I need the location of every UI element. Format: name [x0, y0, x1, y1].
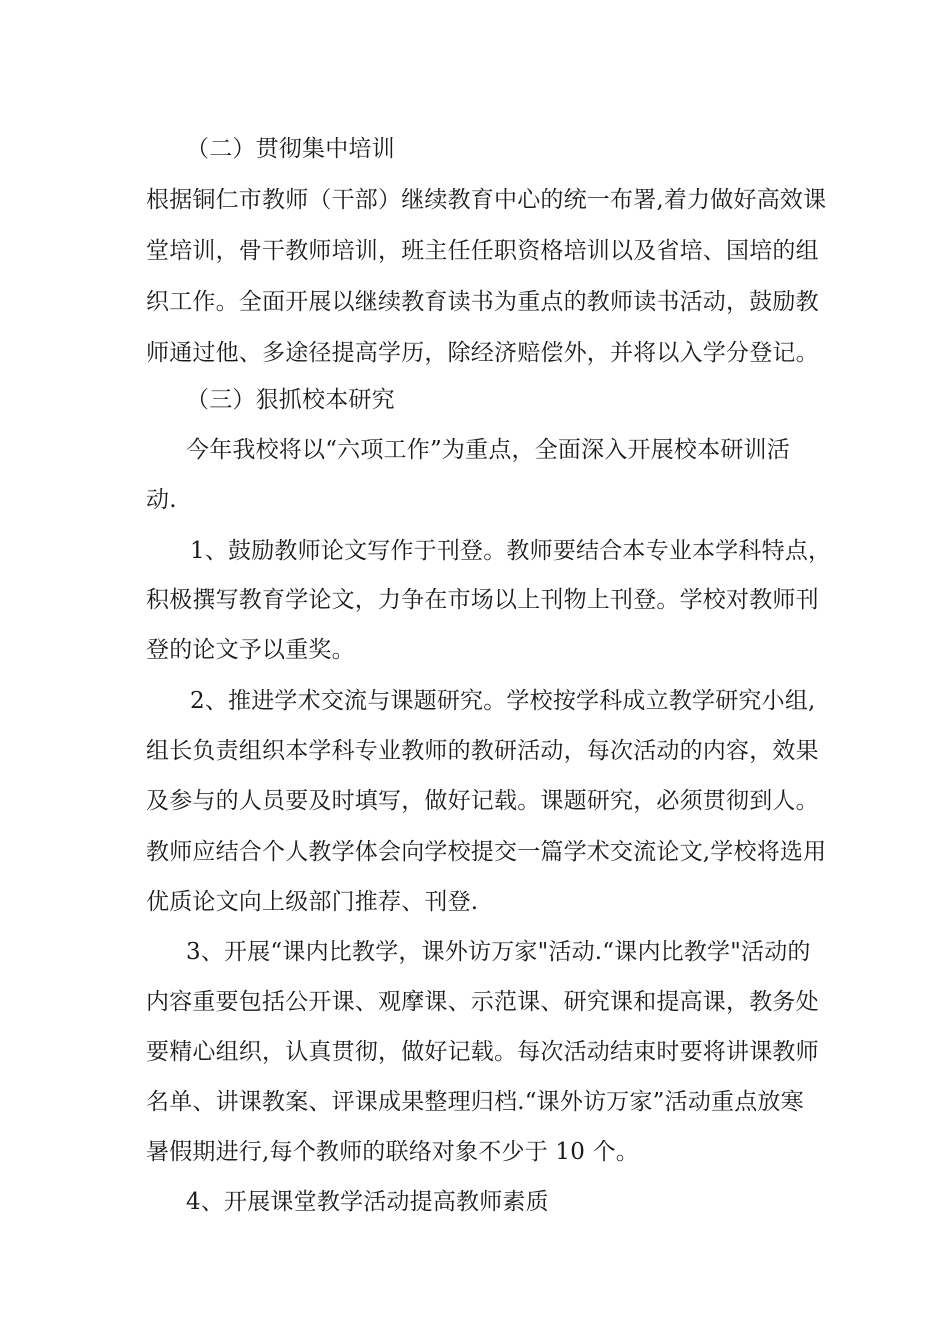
list-item-3-line: 要精心组织，认真贯彻，做好记载。每次活动结束时要将讲课教师 [146, 1039, 819, 1065]
list-item-2-line: 组长负责组织本学科专业教师的教研活动，每次活动的内容，效果 [146, 738, 819, 764]
paragraph-line: 今年我校将以“六项工作”为重点，全面深入开展校本研训活 [186, 437, 790, 463]
list-item-3-line: 内容重要包括公开课、观摩课、示范课、研究课和提高课，教务处 [146, 989, 819, 1015]
list-item-3-line: 名单、讲课教案、评课成果整理归档.“课外访万家”活动重点放寒 [146, 1089, 804, 1115]
list-item-4-line: 4、开展课堂教学活动提高教师素质 [186, 1189, 549, 1215]
list-item-1-line: 登的论文予以重奖。 [146, 637, 355, 663]
list-item-1-line: 1、鼓励教师论文写作于刊登。教师要结合本专业本学科特点， [190, 538, 832, 564]
list-item-1-line: 积极撰写教育学论文，力争在市场以上刊物上刊登。学校对教师刊 [146, 587, 819, 613]
paragraph-line: 动. [146, 487, 177, 513]
list-item-2-line: 及参与的人员要及时填写，做好记载。课题研究，必须贯彻到人。 [146, 788, 819, 814]
section-heading-2: （二）贯彻集中培训 [186, 136, 395, 162]
list-item-2-line: 2、推进学术交流与课题研究。学校按学科成立教学研究小组, [190, 688, 816, 714]
list-item-3-line: 暑假期进行,每个教师的联络对象不少于 10 个。 [146, 1139, 639, 1165]
list-item-2-line: 优质论文向上级部门推荐、刊登. [146, 889, 479, 915]
paragraph-line: 织工作。全面开展以继续教育读书为重点的教师读书活动，鼓励教 [146, 289, 819, 315]
paragraph-line: 堂培训，骨干教师培训，班主任任职资格培训以及省培、国培的组 [146, 238, 819, 264]
list-item-3-line: 3、开展“课内比教学，课外访万家"活动.“课内比教学"活动的 [186, 939, 811, 965]
section-heading-3: （三）狠抓校本研究 [186, 387, 395, 413]
paragraph-line: 根据铜仁市教师（干部）继续教育中心的统一布署,着力做好高效课 [146, 187, 827, 213]
paragraph-line: 师通过他、多途径提高学历，除经济赔偿外，并将以入学分登记。 [146, 340, 819, 366]
list-item-2-line: 教师应结合个人教学体会向学校提交一篇学术交流论文,学校将选用 [146, 839, 827, 865]
